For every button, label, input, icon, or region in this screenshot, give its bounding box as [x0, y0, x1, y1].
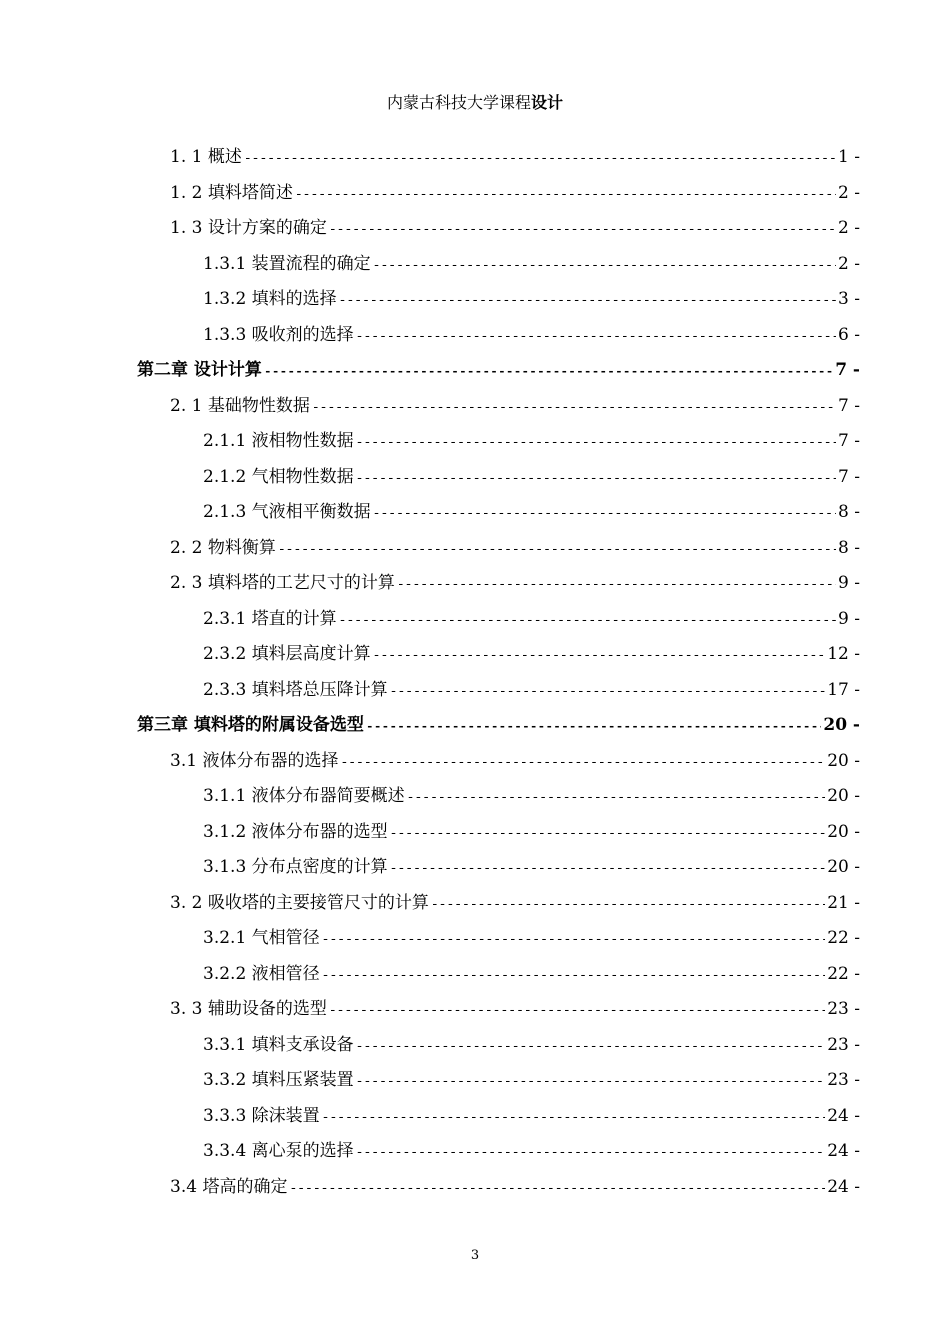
toc-entry-title: 3. 2 吸收塔的主要接管尺寸的计算	[170, 892, 429, 913]
toc-entry[interactable]	[170, 568, 860, 598]
toc-entry-title: 3. 3 辅助设备的选型	[170, 999, 327, 1019]
toc-dot-leader	[373, 251, 836, 281]
toc-entry[interactable]	[203, 320, 860, 350]
toc-dot-leader	[356, 1138, 826, 1168]
toc-dot-leader	[329, 215, 836, 245]
toc-entry[interactable]	[170, 142, 860, 172]
toc-entry-title: 1.3.1 装置流程的确定	[203, 253, 371, 274]
toc-entry-title: 1. 3 设计方案的确定	[170, 218, 327, 238]
toc-entry[interactable]	[170, 391, 860, 421]
toc-entry[interactable]	[170, 533, 860, 563]
toc-dot-leader	[329, 996, 825, 1026]
toc-entry-page: 20 -	[827, 857, 860, 877]
toc-entry[interactable]	[203, 1065, 860, 1095]
toc-entry-title: 1.3.3 吸收剂的选择	[203, 324, 354, 345]
toc-entry-title: 2.1.2 气相物性数据	[203, 466, 354, 487]
toc-entry[interactable]	[170, 888, 860, 918]
toc-entry-page: 24 -	[827, 1176, 860, 1197]
toc-entry-title: 3.3.3 除沫装置	[203, 1105, 320, 1126]
toc-entry-page: 7 -	[838, 431, 860, 451]
toc-dot-leader	[322, 925, 826, 955]
toc-entry-page: 20 -	[827, 750, 860, 771]
toc-entry-title: 第三章 填料塔的附属设备选型	[137, 715, 364, 735]
toc-entry-page: 7 -	[838, 395, 860, 416]
toc-entry[interactable]	[137, 710, 860, 740]
toc-entry[interactable]	[203, 852, 860, 882]
toc-entry-page: 7 -	[835, 360, 860, 380]
page-header	[0, 90, 950, 113]
page-number: 3	[470, 1248, 480, 1263]
toc-entry-title: 2.1.1 液相物性数据	[203, 431, 354, 451]
toc-entry-page: 17 -	[827, 679, 860, 700]
toc-entry[interactable]	[203, 604, 860, 634]
toc-entry-page: 1 -	[838, 147, 860, 167]
toc-dot-leader	[397, 570, 836, 600]
toc-entry-title: 2. 3 填料塔的工艺尺寸的计算	[170, 573, 395, 593]
toc-entry[interactable]	[203, 959, 860, 989]
toc-dot-leader	[295, 180, 836, 210]
toc-entry-title: 3.2.1 气相管径	[203, 928, 320, 948]
toc-entry-title: 第二章 设计计算	[137, 360, 262, 380]
toc-entry-title: 3.1.2 液体分布器的选型	[203, 821, 388, 842]
toc-entry[interactable]	[203, 1136, 860, 1166]
toc-entry-title: 3.1.1 液体分布器简要概述	[203, 786, 405, 806]
toc-dot-leader	[244, 144, 836, 174]
toc-dot-leader	[366, 712, 821, 742]
toc-entry-title: 1. 1 概述	[170, 147, 242, 167]
toc-entry-page: 24 -	[827, 1141, 860, 1161]
toc-dot-leader	[322, 961, 826, 991]
toc-dot-leader	[264, 357, 833, 387]
toc-entry-title: 2. 1 基础物性数据	[170, 395, 310, 416]
toc-dot-leader	[312, 393, 836, 423]
toc-dot-leader	[431, 890, 825, 920]
toc-entry-title: 2. 2 物料衡算	[170, 537, 276, 558]
toc-entry-page: 2 -	[838, 253, 860, 274]
toc-entry-title: 3.3.2 填料压紧装置	[203, 1070, 354, 1090]
toc-dot-leader	[289, 1174, 825, 1204]
toc-entry[interactable]	[203, 284, 860, 314]
toc-dot-leader	[356, 464, 836, 494]
toc-entry-title: 2.3.3 填料塔总压降计算	[203, 679, 388, 700]
toc-entry-page: 24 -	[827, 1105, 860, 1126]
toc-entry-page: 2 -	[838, 182, 860, 203]
toc-entry[interactable]	[203, 249, 860, 279]
toc-entry-page: 9 -	[838, 608, 860, 629]
toc-dot-leader	[356, 1067, 826, 1097]
toc-dot-leader	[356, 428, 836, 458]
header-text: 内蒙古科技大学课程	[386, 93, 531, 112]
toc-dot-leader	[278, 535, 836, 565]
toc-entry-title: 3.1 液体分布器的选择	[170, 750, 339, 771]
toc-entry-page: 20 -	[827, 786, 860, 806]
toc-entry-title: 3.1.3 分布点密度的计算	[203, 857, 388, 877]
toc-dot-leader	[356, 322, 836, 352]
toc-dot-leader	[356, 1032, 826, 1062]
toc-dot-leader	[340, 748, 825, 778]
toc-entry-page: 23 -	[827, 1070, 860, 1090]
toc-entry-page: 23 -	[827, 1034, 860, 1055]
toc-entry[interactable]	[203, 781, 860, 811]
toc-entry[interactable]	[170, 178, 860, 208]
toc-entry-page: 6 -	[838, 324, 860, 345]
toc-dot-leader	[390, 677, 826, 707]
toc-dot-leader	[339, 606, 836, 636]
toc-entry[interactable]	[170, 1172, 860, 1202]
toc-entry-title: 1. 2 填料塔简述	[170, 182, 293, 203]
toc-entry[interactable]	[203, 426, 860, 456]
toc-entry-page: 23 -	[827, 999, 860, 1019]
toc-entry[interactable]	[203, 462, 860, 492]
toc-entry[interactable]	[203, 639, 860, 669]
toc-dot-leader	[322, 1103, 826, 1133]
toc-entry-page: 12 -	[827, 644, 860, 664]
toc-entry-title: 3.4 塔高的确定	[170, 1176, 288, 1197]
toc-entry[interactable]	[170, 746, 860, 776]
toc-entry[interactable]	[203, 817, 860, 847]
toc-dot-leader	[390, 854, 826, 884]
toc-entry-title: 2.3.1 塔直的计算	[203, 608, 337, 629]
toc-dot-leader	[339, 286, 836, 316]
toc-entry-title: 3.3.4 离心泵的选择	[203, 1141, 354, 1161]
toc-entry-page: 8 -	[838, 537, 860, 558]
toc-entry-page: 22 -	[827, 928, 860, 948]
toc-entry-page: 20 -	[823, 715, 860, 735]
toc-entry-page: 7 -	[838, 466, 860, 487]
toc-entry-title: 3.3.1 填料支承设备	[203, 1034, 354, 1055]
toc-entry-title: 3.2.2 液相管径	[203, 963, 320, 984]
toc-entry[interactable]	[137, 355, 860, 385]
toc-entry[interactable]	[203, 1030, 860, 1060]
toc-entry-page: 2 -	[838, 218, 860, 238]
toc-dot-leader	[407, 783, 826, 813]
toc-entry[interactable]	[203, 1101, 860, 1131]
toc-entry-title: 2.1.3 气液相平衡数据	[203, 502, 371, 522]
toc-entry-page: 8 -	[838, 502, 860, 522]
toc-entry-page: 22 -	[827, 963, 860, 984]
toc-dot-leader	[390, 819, 826, 849]
toc-entry-title: 1.3.2 填料的选择	[203, 289, 337, 309]
toc-entry-title: 2.3.2 填料层高度计算	[203, 644, 371, 664]
header-text-bold: 设计	[531, 93, 564, 112]
toc-entry[interactable]	[203, 675, 860, 705]
toc-entry-page: 9 -	[838, 573, 860, 593]
toc-dot-leader	[373, 641, 826, 671]
toc-entry-page: 3 -	[838, 289, 860, 309]
toc-entry[interactable]	[170, 994, 860, 1024]
toc-entry[interactable]	[203, 497, 860, 527]
toc-entry[interactable]	[170, 213, 860, 243]
toc-dot-leader	[373, 499, 836, 529]
toc-entry[interactable]	[203, 923, 860, 953]
toc-entry-page: 21 -	[827, 892, 860, 913]
toc-entry-page: 20 -	[827, 821, 860, 842]
